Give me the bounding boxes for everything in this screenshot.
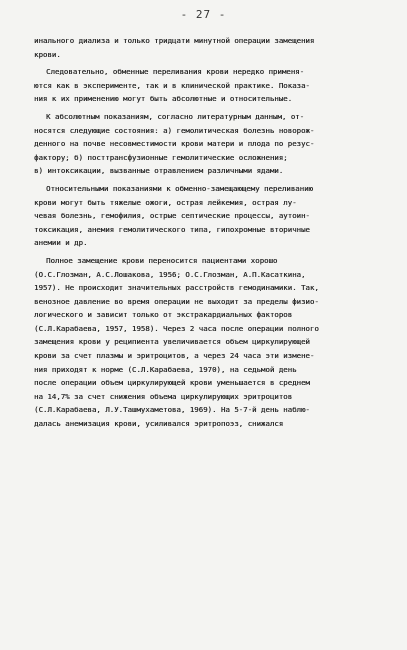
- text-line: (С.Л.Карабаева, Л.У.Ташмухаметова, 1969). На 5-7-й день наблю-: [34, 405, 310, 415]
- text-line: Относительными показаниями к обменно-замещающему переливанию: [46, 183, 313, 193]
- paragraph: [34, 65, 380, 106]
- text-line: далась анемизация крови, усиливался эритропоэз, снижался: [34, 419, 284, 429]
- paragraph: [34, 110, 380, 178]
- text-line: инального диализа и только тридцати минутной операции замещения: [34, 36, 315, 45]
- text-line: после операции объем циркулирующей крови уменьшается в среднем: [34, 378, 310, 388]
- text-line: в) интоксикации, вызванные отравлением различными ядами.: [34, 166, 284, 176]
- paragraph: [34, 254, 380, 431]
- text-line: К абсолютным показаниям, согласно литературным данным, от-: [46, 111, 305, 121]
- page-number: - 27 -: [180, 8, 227, 21]
- text-line: крови за счет плазмы и эритроцитов, а через 24 часа эти измене-: [34, 351, 315, 361]
- text-line: венозное давление во время операции не выходит за пределы физио-: [34, 296, 319, 306]
- text-line: Полное замещение крови переносится пациентами хорошо: [46, 255, 278, 265]
- text-line: на 14,7% за счет снижения объема циркулирующих эритроцитов: [34, 391, 293, 401]
- text-line: ния к их применению могут быть абсолютные и относительные.: [34, 94, 293, 104]
- text-line: (С.Л.Карабаева, 1957, 1958). Через 2 часа после операции полного: [34, 323, 319, 333]
- text-line: Следовательно, обменные переливания крови нередко применя-: [46, 67, 305, 77]
- text-line: ются как в эксперименте, так и в клинической практике. Показа-: [34, 80, 310, 90]
- text-line: (О.С.Глозман, А.С.Лошакова, 1956; О.С.Глозман, А.П.Касаткина,: [34, 269, 306, 279]
- text-line: 1957). Не происходит значительных расстройств гемодинамики. Так,: [34, 283, 319, 293]
- body-text: [34, 34, 380, 431]
- text-line: денного на почве несовместимости крови матери и плода по резус-: [34, 139, 315, 149]
- text-line: чевая болезнь, гемофилия, острые септические процессы, аутоин-: [34, 211, 310, 221]
- text-line: логического и зависит только от экстракардиальных факторов: [34, 310, 293, 320]
- text-line: замещения крови у реципиента увеличивается объем циркулирующей: [34, 337, 310, 347]
- text-line: крови.: [34, 49, 61, 59]
- text-line: крови могут быть тяжелые ожоги, острая лейкемия, острая лу-: [34, 197, 297, 207]
- text-line: ния приходят к норме (С.Л.Карабаева, 1970), на седьмой день: [34, 364, 297, 374]
- text-line: фактору; б) посттрансфузионные гемолитические осложнения;: [34, 152, 288, 162]
- paragraph: [34, 34, 380, 61]
- paragraph: [34, 182, 380, 250]
- text-line: анемии и др.: [34, 238, 88, 248]
- text-line: токсикация, анемия гемолитического типа, гипохромные вторичные: [34, 224, 310, 234]
- text-line: носятся следующие состояния: а) гемолитическая болезнь новорож-: [34, 125, 315, 135]
